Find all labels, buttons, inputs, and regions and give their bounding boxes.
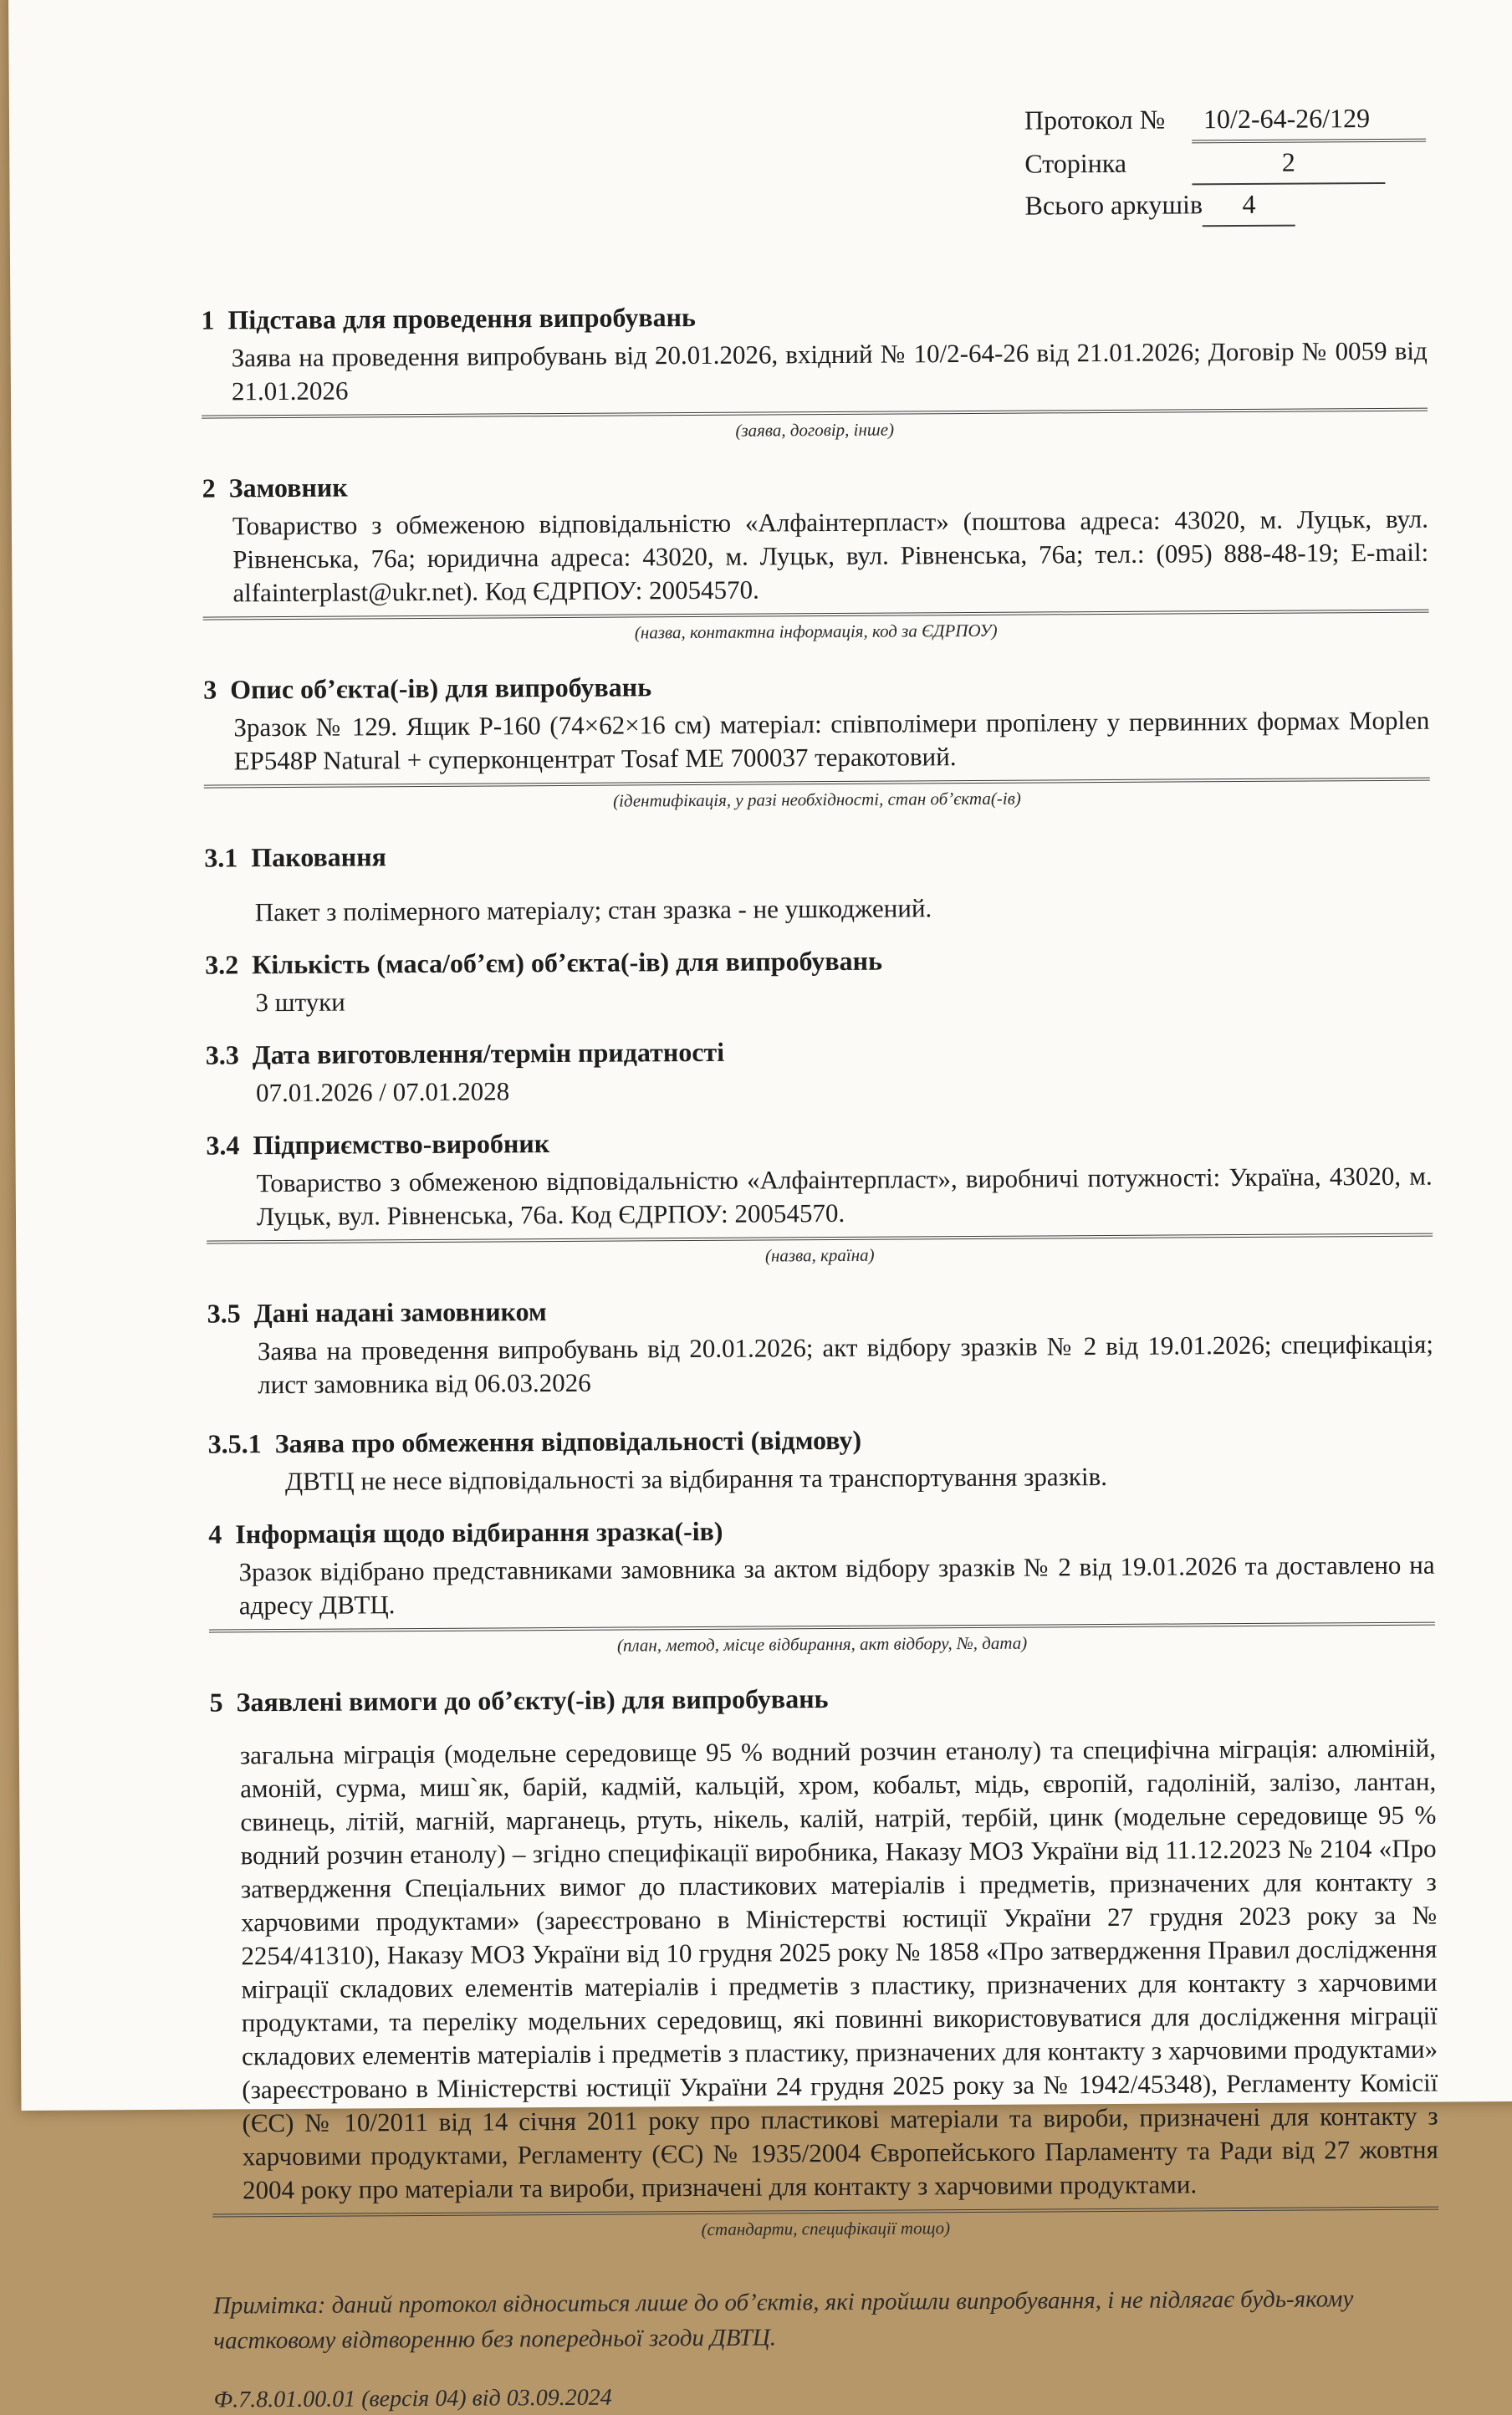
sections-list xyxy=(201,296,1438,2245)
section-title: Дата виготовлення/термін придатності xyxy=(252,1036,725,1070)
section-title: Паковання xyxy=(251,841,387,873)
section-body: Зразок відібрано представниками замовника за актом відбору зразків № 2 від 19.01.2026 та доставлено на адресу ДВТЦ. xyxy=(208,1549,1435,1633)
section-heading xyxy=(205,941,1431,982)
protocol-number-row xyxy=(1024,99,1426,145)
section-body: Заява на проведення випробувань від 20.01.2026, вхідний № 10/2-64-26 від 21.01.2026; Договір № 0059 від 21.01.2026 xyxy=(202,334,1428,419)
section-title: Інформація щодо відбирання зразка(-ів) xyxy=(235,1515,723,1550)
section-3-object-description xyxy=(203,666,1430,816)
protocol-number-label: Протокол № xyxy=(1024,104,1166,135)
page-content xyxy=(8,0,1512,2413)
section-number: 3.5 xyxy=(207,1298,241,1329)
section-title: Заявлені вимоги до об’єкту(-ів) для випробувань xyxy=(236,1683,829,1718)
field-caption: (план, метод, місце відбирання, акт відбору, №, дата) xyxy=(616,1632,1028,1656)
section-body: Зразок № 129. Ящик Р-160 (74×62×16 см) матеріал: співполімери пропілену у первинних формах Moplen EP548P Natural + суперконцентрат Tosaf ME 700037 теракотовий. xyxy=(203,704,1430,789)
section-2-customer xyxy=(202,464,1429,648)
field-caption: (назва, країна) xyxy=(764,1244,875,1266)
section-heading xyxy=(206,1121,1432,1162)
section-3-1-packaging xyxy=(204,834,1431,930)
document-page xyxy=(8,0,1512,2413)
section-body: Товариство з обмеженою відповідальністю «Алфаінтерпласт» (поштова адреса: 43020, м. Луцьк, вул. Рівненська, 76а; юридична адреса: 43020, м. Луцьк, вул. Рівненська, 76а; тел.: (095) 888-48-19; E-mail: alfainterplast@ukr.net). Код ЄДРПОУ: 20054570. xyxy=(202,503,1429,620)
section-number: 3.2 xyxy=(205,949,239,980)
section-body: 07.01.2026 / 07.01.2028 xyxy=(255,1076,510,1108)
section-3-3-manufacture-date xyxy=(206,1031,1432,1110)
section-title: Кількість (маса/об’єм) об’єкта(-ів) для випробувань xyxy=(252,945,883,980)
section-number: 1 xyxy=(201,304,215,335)
form-code: Ф.7.8.01.00.01 (версія 04) від 03.09.2024 xyxy=(213,2384,612,2413)
section-body: Товариство з обмеженою відповідальністю «Алфаінтерпласт», виробничі потужності: Україна, 43020, м. Луцьк, вул. Рівненська, 76а. Код ЄДРПОУ: 20054570. xyxy=(207,1160,1433,1244)
section-body: Пакет з полімерного матеріалу; стан зразка - не ушкоджений. xyxy=(254,893,932,927)
section-title: Підстава для проведення випробувань xyxy=(227,301,696,335)
section-title: Замовник xyxy=(228,472,348,503)
section-body: Заява на проведення випробувань від 20.01.2026; акт відбору зразків № 2 від 19.01.2026; специфікація; лист замовника від 06.03.2026 xyxy=(257,1329,1434,1400)
section-heading xyxy=(208,1510,1434,1551)
section-number: 3.1 xyxy=(204,842,238,873)
section-heading xyxy=(203,666,1429,707)
section-heading xyxy=(204,834,1430,875)
section-3-5-1-liability-disclaimer xyxy=(208,1420,1434,1499)
section-heading xyxy=(208,1420,1434,1461)
section-heading xyxy=(207,1289,1433,1330)
section-number: 3.4 xyxy=(206,1130,240,1161)
section-3-2-quantity xyxy=(205,941,1431,1020)
section-3-4-manufacturer xyxy=(206,1121,1433,1272)
page-number-row xyxy=(1024,142,1426,186)
protocol-number-value: 10/2-64-26/129 xyxy=(1192,99,1426,144)
section-5-declared-requirements xyxy=(209,1678,1438,2245)
section-heading xyxy=(206,1031,1432,1072)
section-number: 3 xyxy=(203,674,217,705)
section-title: Підприємство-виробник xyxy=(253,1128,550,1161)
field-caption: (назва, контактна інформація, код за ЄДРПОУ) xyxy=(634,620,998,643)
section-1-basis xyxy=(201,296,1428,447)
section-number: 2 xyxy=(202,472,216,503)
protocol-header xyxy=(1024,99,1427,228)
section-number: 5 xyxy=(209,1687,223,1718)
section-body: ДВТЦ не несе відповідальності за відбирання та транспортування зразків. xyxy=(284,1462,1108,1497)
total-sheets-label: Всього аркушів xyxy=(1024,189,1203,221)
section-body: загальна міграція (модельне середовище 95 % водний розчин етанолу) та специфічна міграція: алюміній, амоній, сурма, миш`як, барій, кадмій, кальцій, хром, кобальт, мідь, європій, гадоліній, залізо, лантан, свинець, літій, магній, марганець, ртуть, нікель, калій, натрій, тербій, цинк (модельне середовище 95 % водний розчин етанолу) – згідно специфікації виробника, Наказу МОЗ України від 11.12.2023 № 2104 «Про затвердження Спеціальних вимог до пластикових матеріалів і предметів, призначених для контакту з харчовими продуктами» (зареєстровано в Міністерстві юстиції України 27 грудня 2023 року за № 2254/41310), Наказу МОЗ України від 10 грудня 2025 року № 1858 «Про затвердження Правил дослідження міграції складових елементів матеріалів і предметів з пластику, призначених для контакту з харчовими продуктами, та переліку модельних середовищ, які повинні використовуватися для дослідження міграції складових елементів матеріалів і предметів з пластику, призначених для контакту з харчовими продуктами» (зареєстровано в Міністерстві юстиції України 24 грудня 2025 року за № 1942/45348), Регламенту Комісії (ЄС) № 10/2011 від 14 січня 2011 року про пластикові матеріали та вироби, призначені для контакту з харчовими продуктами, Регламенту (ЄС) № 1935/2004 Європейського Парламенту та Ради від 27 жовтня 2004 року про матеріали та вироби, призначені для контакту з харчовими продуктами. xyxy=(210,1732,1438,2218)
field-caption: (ідентифікація, у разі необхідності, стан об’єкта(-ів) xyxy=(613,788,1021,811)
total-sheets-value: 4 xyxy=(1203,185,1295,227)
section-4-sampling-info xyxy=(208,1510,1435,1661)
page-number-value: 2 xyxy=(1192,142,1385,185)
section-heading xyxy=(202,464,1428,505)
field-caption: (стандарти, специфікації тощо) xyxy=(701,2218,951,2239)
section-heading xyxy=(209,1678,1435,1719)
section-number: 4 xyxy=(208,1519,222,1550)
section-title: Опис об’єкта(-ів) для випробувань xyxy=(230,671,652,705)
section-heading xyxy=(201,296,1427,337)
field-caption: (заява, договір, інше) xyxy=(735,419,895,441)
section-3-5-customer-data xyxy=(207,1289,1434,1402)
section-number: 3.3 xyxy=(205,1039,239,1070)
section-number: 3.5.1 xyxy=(207,1428,262,1459)
section-title: Заява про обмеження відповідальності (відмову) xyxy=(274,1424,862,1459)
section-title: Дані надані замовником xyxy=(253,1296,547,1329)
footer-note: Примітка: даний протокол відноситься лише до об’єктів, які пройшли випробування, і не підлягає будь-якому частковому відтворенню без попередньої згоди ДВТЦ. xyxy=(212,2285,1354,2355)
page-number-label: Сторінка xyxy=(1024,147,1127,179)
total-sheets-row xyxy=(1024,184,1426,228)
section-body: 3 штуки xyxy=(255,987,345,1018)
